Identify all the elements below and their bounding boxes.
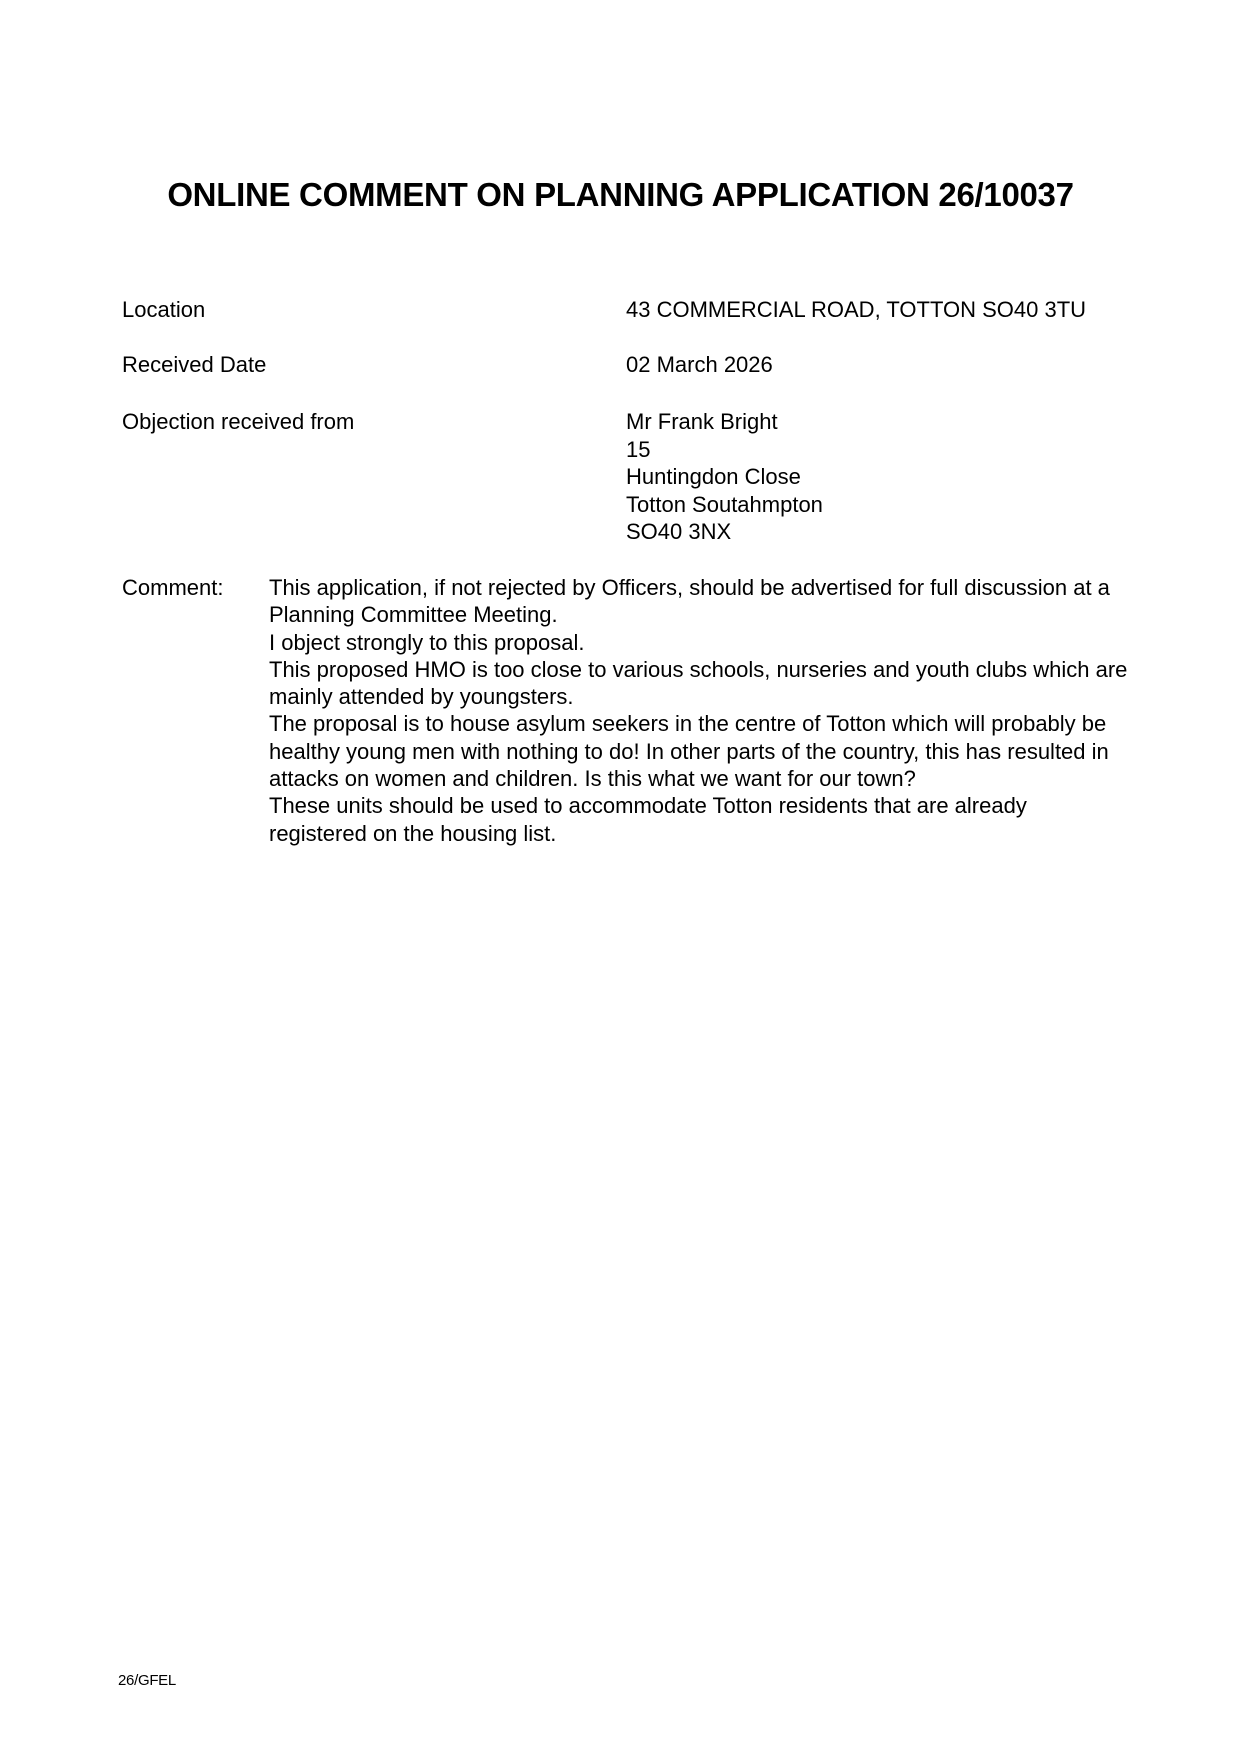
- location-label: Location: [122, 297, 206, 322]
- comment-paragraph: This application, if not rejected by Officers, should be advertised for full discussion at a Planning Committee Meeting.: [269, 575, 1110, 628]
- comment-body: [269, 574, 1129, 847]
- address-line: Huntingdon Close: [626, 464, 801, 489]
- address-line: Totton Soutahmpton: [626, 491, 823, 517]
- objector-name: Mr Frank Bright: [626, 409, 778, 434]
- received-date-value: 02 March 2026: [626, 352, 773, 377]
- received-date-label: Received Date: [122, 352, 267, 377]
- comment-paragraph: These units should be used to accommodate Totton residents that are already registered on the housing list.: [269, 793, 1027, 846]
- footer-reference: 26/GFEL: [118, 1672, 176, 1689]
- location-value: 43 COMMERCIAL ROAD, TOTTON SO40 3TU: [626, 297, 1087, 322]
- comment-paragraph: The proposal is to house asylum seekers in the centre of Totton which will probably be healthy young men with nothing to do! In other parts of the country, this has resulted in attacks on women and children. Is this what we want for our town?: [269, 711, 1109, 792]
- address-line: SO40 3NX: [626, 519, 732, 544]
- comment-paragraph: I object strongly to this proposal.: [269, 629, 585, 655]
- objection-from-label: Objection received from: [122, 409, 355, 434]
- address-line: 15: [626, 436, 651, 462]
- comment-label: Comment:: [122, 575, 224, 600]
- comment-paragraph: This proposed HMO is too close to various schools, nurseries and youth clubs which are mainly attended by youngsters.: [269, 656, 1128, 710]
- objector-address-block: [626, 408, 823, 546]
- document-title: ONLINE COMMENT ON PLANNING APPLICATION 26/10037: [167, 176, 1074, 213]
